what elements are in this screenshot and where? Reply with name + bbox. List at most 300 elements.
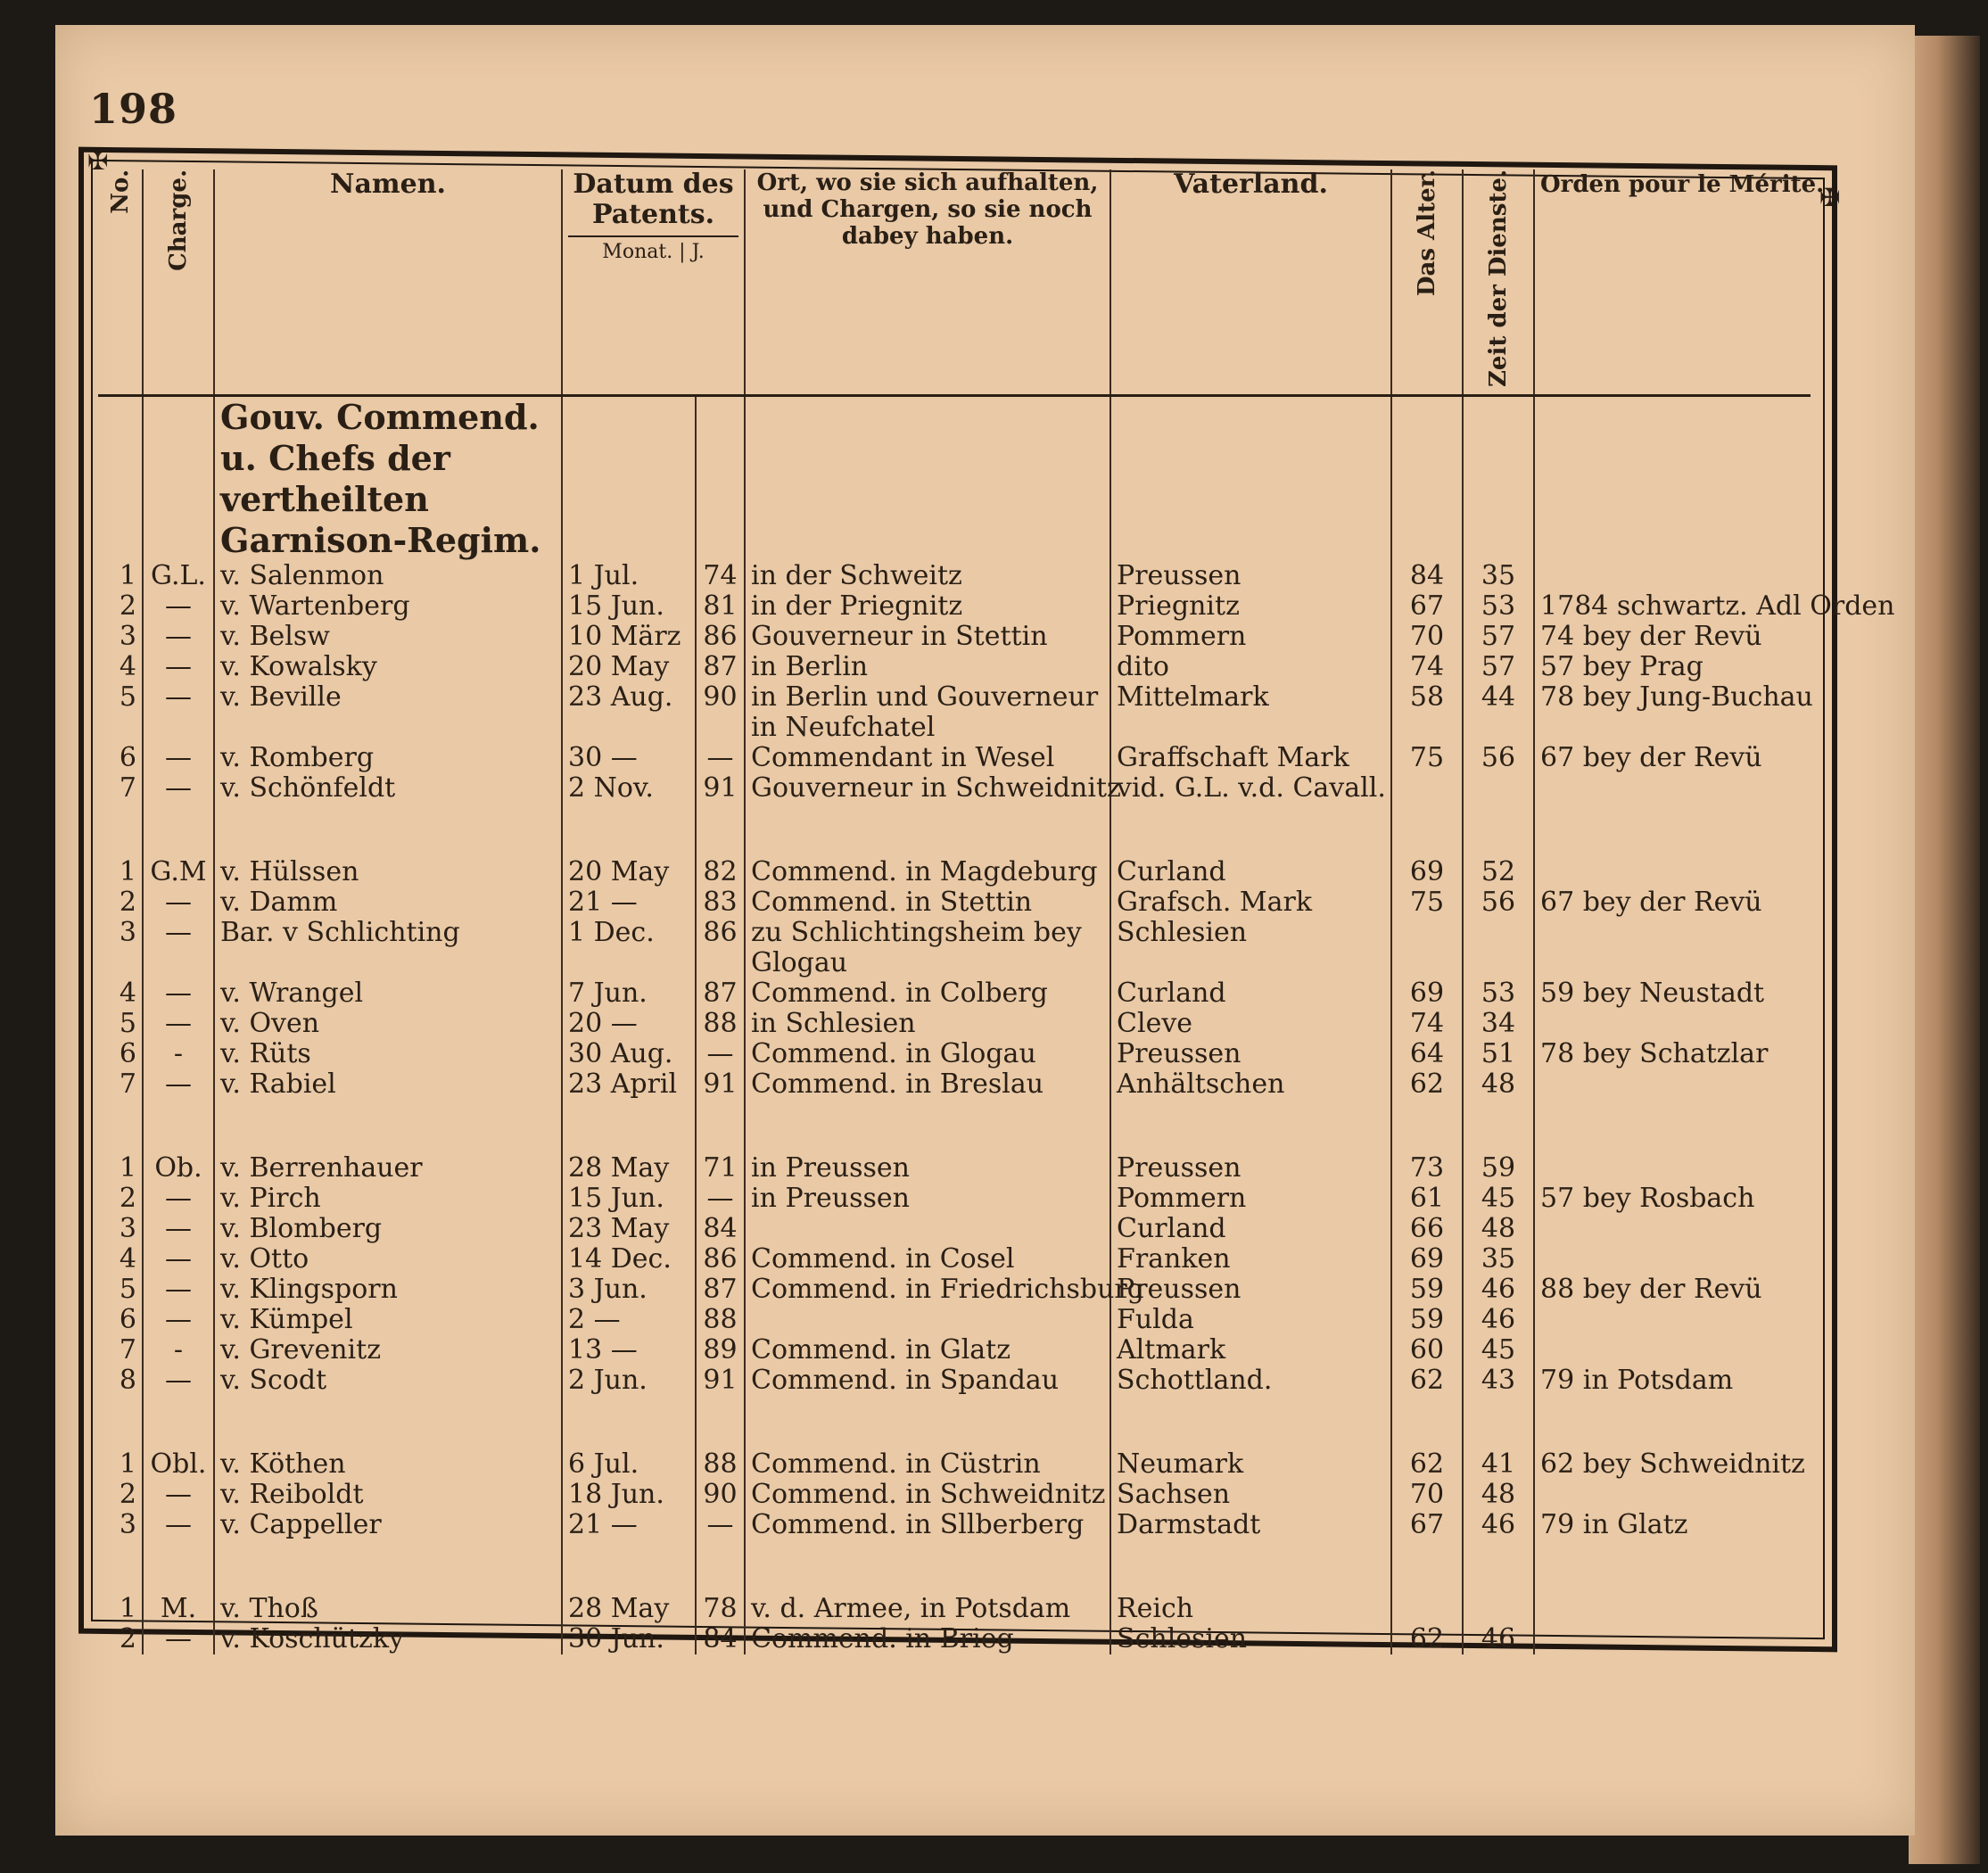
- cell-jahr: 91: [696, 1069, 745, 1100]
- cell-jahr: 86: [696, 1244, 745, 1275]
- cell-name: v. Thoß: [214, 1594, 562, 1624]
- cell-jahr: 87: [696, 978, 745, 1009]
- cell-ort: v. d. Armee, in Potsdam: [745, 1594, 1110, 1624]
- cell-alter: 60: [1391, 1335, 1463, 1366]
- cell-charge: [143, 948, 214, 978]
- cell-no: 3: [119, 621, 136, 653]
- cell-dienste: [1463, 1594, 1534, 1624]
- cell-vaterland: Sachsen: [1110, 1480, 1391, 1510]
- cell-dienste: 41: [1463, 1449, 1534, 1480]
- cell-ort: Commend. in Glatz: [745, 1335, 1110, 1366]
- cell-alter: 62: [1391, 1449, 1463, 1480]
- header-vaterland: Vaterland.: [1110, 169, 1391, 396]
- cell-no: 6: [119, 1038, 136, 1070]
- cell-alter: 62: [1391, 1624, 1463, 1654]
- cell-monat: 28 May: [562, 1594, 696, 1624]
- cell-name: v. Kümpel: [214, 1305, 562, 1335]
- header-ort: Ort, wo sie sich aufhalten, und Chargen, so sie noch dabey haben.: [745, 169, 1110, 396]
- cell-jahr: 74: [696, 561, 745, 591]
- table-row: [98, 918, 1811, 948]
- cell-monat: 7 Jun.: [562, 978, 696, 1009]
- cell-alter: 59: [1391, 1275, 1463, 1305]
- cell-name: v. Blomberg: [214, 1214, 562, 1244]
- cell-vaterland: Graffschaft Mark: [1110, 743, 1391, 773]
- cell-monat: 13 —: [562, 1335, 696, 1366]
- cell-alter: 64: [1391, 1039, 1463, 1069]
- cell-ort: Commend. in Stettin: [745, 887, 1110, 918]
- cell-no: 7: [119, 1069, 136, 1101]
- cell-no: 5: [119, 1008, 136, 1040]
- group-spacer: [98, 1100, 1811, 1153]
- adjacent-page-edge: [1909, 36, 1980, 1864]
- table-row: [98, 591, 1811, 622]
- cell-orden: [1534, 773, 1811, 804]
- header-datum-label: Datum des Patents.: [573, 169, 734, 230]
- cell-vaterland: Darmstadt: [1110, 1510, 1391, 1540]
- header-monat: Monat.: [602, 241, 673, 263]
- cell-dienste: 45: [1463, 1335, 1534, 1366]
- cell-no: [98, 713, 143, 743]
- table-row: [98, 1449, 1811, 1480]
- cell-ort: Commend. in Schweidnitz: [745, 1480, 1110, 1510]
- cell-orden: 79 in Glatz: [1534, 1510, 1811, 1540]
- cell-alter: 58: [1391, 682, 1463, 713]
- cell-alter: 74: [1391, 652, 1463, 682]
- header-namen: Namen.: [214, 169, 562, 396]
- cell-jahr: 88: [696, 1449, 745, 1480]
- cell-ort: zu Schlichtingsheim bey: [745, 918, 1110, 948]
- cell-alter: 62: [1391, 1366, 1463, 1396]
- cell-name: v. Otto: [214, 1244, 562, 1275]
- cell-orden: 1784 schwartz. Adl Orden: [1534, 591, 1811, 622]
- cell-no: 6: [119, 742, 136, 774]
- cell-no: 1: [119, 1152, 136, 1184]
- cell-dienste: 48: [1463, 1480, 1534, 1510]
- cell-orden: [1534, 1153, 1811, 1184]
- cell-ort: Commend. in Magdeburg: [745, 857, 1110, 887]
- cell-charge: —: [143, 1366, 214, 1396]
- cell-dienste: 45: [1463, 1184, 1534, 1214]
- cell-ort: in Berlin und Gouverneur: [745, 682, 1110, 713]
- cell-ort: Commend. in Sllberberg: [745, 1510, 1110, 1540]
- cell-ort: in Schlesien: [745, 1009, 1110, 1039]
- cell-jahr: 91: [696, 1366, 745, 1396]
- cell-vaterland: Preussen: [1110, 1275, 1391, 1305]
- cell-dienste: 53: [1463, 978, 1534, 1009]
- table-row: [98, 1153, 1811, 1184]
- cell-jahr: [696, 948, 745, 978]
- cell-charge: -: [143, 1039, 214, 1069]
- cell-alter: 75: [1391, 887, 1463, 918]
- cell-orden: 67 bey der Revü: [1534, 887, 1811, 918]
- cell-jahr: 84: [696, 1214, 745, 1244]
- cell-ort: in Preussen: [745, 1184, 1110, 1214]
- cell-charge: —: [143, 1244, 214, 1275]
- cell-charge: —: [143, 652, 214, 682]
- cell-vaterland: Pommern: [1110, 622, 1391, 652]
- cell-jahr: [696, 713, 745, 743]
- cell-jahr: 87: [696, 652, 745, 682]
- cell-dienste: 57: [1463, 622, 1534, 652]
- cell-vaterland: Curland: [1110, 1214, 1391, 1244]
- section-title: Gouv. Commend. u. Chefs der vertheilten Garnison-Regim.: [214, 396, 562, 562]
- cell-charge: —: [143, 918, 214, 948]
- table-row: [98, 682, 1811, 713]
- cell-monat: 30 Aug.: [562, 1039, 696, 1069]
- cell-no: 2: [119, 1479, 136, 1511]
- cell-orden: [1534, 918, 1811, 948]
- cell-vaterland: Reich: [1110, 1594, 1391, 1624]
- cell-ort: in der Schweitz: [745, 561, 1110, 591]
- group-spacer: [98, 804, 1811, 857]
- cell-charge: —: [143, 622, 214, 652]
- cell-no: 4: [119, 651, 136, 683]
- cell-vaterland: Franken: [1110, 1244, 1391, 1275]
- cell-monat: 3 Jun.: [562, 1275, 696, 1305]
- cell-monat: 18 Jun.: [562, 1480, 696, 1510]
- cell-charge: G.M: [143, 857, 214, 887]
- table-row: [98, 948, 1811, 978]
- cell-no: 7: [119, 1334, 136, 1366]
- cell-no: 3: [119, 1213, 136, 1245]
- table-row: [98, 1184, 1811, 1214]
- cell-vaterland: Schottland.: [1110, 1366, 1391, 1396]
- cell-orden: [1534, 857, 1811, 887]
- cell-ort: Commend. in Colberg: [745, 978, 1110, 1009]
- cell-monat: 1 Dec.: [562, 918, 696, 948]
- cell-vaterland: [1110, 948, 1391, 978]
- cell-name: v. Beville: [214, 682, 562, 713]
- cell-no: 8: [119, 1365, 136, 1397]
- cell-name: v. Romberg: [214, 743, 562, 773]
- cell-orden: 67 bey der Revü: [1534, 743, 1811, 773]
- cell-jahr: —: [696, 1184, 745, 1214]
- cell-vaterland: Priegnitz: [1110, 591, 1391, 622]
- cell-monat: 23 Aug.: [562, 682, 696, 713]
- cell-monat: 15 Jun.: [562, 1184, 696, 1214]
- cell-dienste: 44: [1463, 682, 1534, 713]
- cell-jahr: —: [696, 743, 745, 773]
- cell-orden: 78 bey Jung-Buchau: [1534, 682, 1811, 713]
- cell-charge: —: [143, 1009, 214, 1039]
- cell-orden: [1534, 561, 1811, 591]
- header-dienste: Zeit der Dienste.: [1463, 169, 1534, 396]
- cell-charge: Obl.: [143, 1449, 214, 1480]
- header-datum-sub: Monat. | J.: [568, 235, 738, 268]
- page-number: 198: [89, 85, 178, 133]
- cell-charge: —: [143, 1305, 214, 1335]
- cell-orden: 62 bey Schweidnitz: [1534, 1449, 1811, 1480]
- cell-no: 5: [119, 1274, 136, 1306]
- cell-ort: Commend. in Cüstrin: [745, 1449, 1110, 1480]
- cell-orden: [1534, 1244, 1811, 1275]
- cell-ort: Commend. in Friedrichsburg: [745, 1275, 1110, 1305]
- cell-vaterland: Preussen: [1110, 1039, 1391, 1069]
- header-alter: Das Alter.: [1391, 169, 1463, 396]
- table-row: [98, 1009, 1811, 1039]
- cell-name: v. Cappeller: [214, 1510, 562, 1540]
- cell-name: v. Hülssen: [214, 857, 562, 887]
- cell-no: 3: [119, 917, 136, 949]
- cell-dienste: 46: [1463, 1624, 1534, 1654]
- cell-no: [98, 948, 143, 978]
- cell-no: 4: [119, 1243, 136, 1275]
- section-title-row: [98, 396, 1811, 562]
- table-row: [98, 622, 1811, 652]
- cell-charge: —: [143, 773, 214, 804]
- table-row: [98, 713, 1811, 743]
- cell-charge: —: [143, 978, 214, 1009]
- cell-no: 1: [119, 560, 136, 592]
- cell-dienste: 34: [1463, 1009, 1534, 1039]
- cell-no: 3: [119, 1509, 136, 1541]
- cell-dienste: 48: [1463, 1069, 1534, 1100]
- cell-name: v. Kowalsky: [214, 652, 562, 682]
- cell-name: v. Rüts: [214, 1039, 562, 1069]
- table-row: [98, 1510, 1811, 1540]
- cell-alter: [1391, 1594, 1463, 1624]
- header-row: [98, 169, 1811, 396]
- cell-no: 1: [119, 1593, 136, 1625]
- table-row: [98, 652, 1811, 682]
- cell-ort: [745, 1214, 1110, 1244]
- cell-monat: 21 —: [562, 1510, 696, 1540]
- cell-name: v. Oven: [214, 1009, 562, 1039]
- cell-alter: 62: [1391, 1069, 1463, 1100]
- cell-jahr: 71: [696, 1153, 745, 1184]
- cell-monat: 21 —: [562, 887, 696, 918]
- group-spacer: [98, 1396, 1811, 1449]
- cell-jahr: 82: [696, 857, 745, 887]
- cell-monat: 23 May: [562, 1214, 696, 1244]
- header-no: No.: [98, 169, 143, 396]
- cell-dienste: [1463, 713, 1534, 743]
- cell-orden: 79 in Potsdam: [1534, 1366, 1811, 1396]
- cell-no: 2: [119, 887, 136, 919]
- cell-alter: 67: [1391, 591, 1463, 622]
- cell-vaterland: Curland: [1110, 978, 1391, 1009]
- cell-orden: [1534, 1594, 1811, 1624]
- cell-orden: 59 bey Neustadt: [1534, 978, 1811, 1009]
- cell-orden: 57 bey Prag: [1534, 652, 1811, 682]
- cell-ort: Glogau: [745, 948, 1110, 978]
- cell-ort: in der Priegnitz: [745, 591, 1110, 622]
- cell-name: [214, 713, 562, 743]
- cell-vaterland: Schlesien: [1110, 918, 1391, 948]
- cell-monat: 23 April: [562, 1069, 696, 1100]
- cell-dienste: 56: [1463, 743, 1534, 773]
- cell-jahr: 83: [696, 887, 745, 918]
- table-row: [98, 1624, 1811, 1654]
- cell-vaterland: vid. G.L. v.d. Cavall.: [1110, 773, 1391, 804]
- cell-vaterland: Neumark: [1110, 1449, 1391, 1480]
- cell-alter: 69: [1391, 857, 1463, 887]
- roster-body: [98, 396, 1895, 1655]
- cell-orden: 74 bey der Revü: [1534, 622, 1811, 652]
- table-row: [98, 1335, 1811, 1366]
- cell-charge: -: [143, 1335, 214, 1366]
- cell-orden: [1534, 1480, 1811, 1510]
- cell-jahr: 86: [696, 918, 745, 948]
- cell-vaterland: Cleve: [1110, 1009, 1391, 1039]
- ornament-icon: ✠: [1819, 183, 1841, 212]
- cell-orden: [1534, 1305, 1811, 1335]
- cell-vaterland: Mittelmark: [1110, 682, 1391, 713]
- table-row: [98, 1244, 1811, 1275]
- cell-dienste: 43: [1463, 1366, 1534, 1396]
- cell-alter: 73: [1391, 1153, 1463, 1184]
- cell-monat: 15 Jun.: [562, 591, 696, 622]
- cell-name: Bar. v Schlichting: [214, 918, 562, 948]
- table-row: [98, 1366, 1811, 1396]
- table-row: [98, 561, 1811, 591]
- cell-orden: [1534, 1009, 1811, 1039]
- cell-charge: —: [143, 1480, 214, 1510]
- cell-name: v. Schönfeldt: [214, 773, 562, 804]
- cell-jahr: 88: [696, 1009, 745, 1039]
- cell-name: v. Wartenberg: [214, 591, 562, 622]
- table-row: [98, 1305, 1811, 1335]
- cell-vaterland: Preussen: [1110, 1153, 1391, 1184]
- cell-name: v. Klingsporn: [214, 1275, 562, 1305]
- cell-no: 1: [119, 1448, 136, 1481]
- cell-no: 4: [119, 978, 136, 1010]
- cell-dienste: [1463, 773, 1534, 804]
- cell-monat: 2 —: [562, 1305, 696, 1335]
- cell-charge: M.: [143, 1594, 214, 1624]
- table-row: [98, 857, 1811, 887]
- cell-alter: 69: [1391, 978, 1463, 1009]
- cell-name: v. Koschützky: [214, 1624, 562, 1654]
- cell-vaterland: Anhältschen: [1110, 1069, 1391, 1100]
- table-row: [98, 1214, 1811, 1244]
- cell-monat: 2 Nov.: [562, 773, 696, 804]
- cell-name: v. Damm: [214, 887, 562, 918]
- cell-monat: 2 Jun.: [562, 1366, 696, 1396]
- cell-ort: Commend. in Spandau: [745, 1366, 1110, 1396]
- cell-jahr: 78: [696, 1594, 745, 1624]
- cell-charge: —: [143, 1510, 214, 1540]
- cell-monat: 20 —: [562, 1009, 696, 1039]
- header-charge: Charge.: [143, 169, 214, 396]
- cell-monat: 30 Jun.: [562, 1624, 696, 1654]
- table-row: [98, 1480, 1811, 1510]
- cell-alter: 67: [1391, 1510, 1463, 1540]
- cell-orden: [1534, 948, 1811, 978]
- cell-alter: 75: [1391, 743, 1463, 773]
- header-orden: Orden pour le Mérite.: [1534, 169, 1811, 396]
- cell-no: 6: [119, 1304, 136, 1336]
- cell-name: v. Wrangel: [214, 978, 562, 1009]
- cell-name: [214, 948, 562, 978]
- cell-charge: —: [143, 743, 214, 773]
- cell-monat: 30 —: [562, 743, 696, 773]
- cell-vaterland: Grafsch. Mark: [1110, 887, 1391, 918]
- cell-monat: [562, 948, 696, 978]
- cell-monat: 6 Jul.: [562, 1449, 696, 1480]
- cell-charge: —: [143, 591, 214, 622]
- cell-orden: 88 bey der Revü: [1534, 1275, 1811, 1305]
- cell-alter: 66: [1391, 1214, 1463, 1244]
- cell-vaterland: Curland: [1110, 857, 1391, 887]
- cell-alter: [1391, 918, 1463, 948]
- cell-orden: [1534, 1624, 1811, 1654]
- group-spacer: [98, 1540, 1811, 1594]
- cell-charge: —: [143, 1214, 214, 1244]
- cell-ort: Gouverneur in Schweidnitz: [745, 773, 1110, 804]
- cell-alter: 61: [1391, 1184, 1463, 1214]
- cell-dienste: 53: [1463, 591, 1534, 622]
- cell-name: v. Rabiel: [214, 1069, 562, 1100]
- cell-orden: [1534, 1069, 1811, 1100]
- cell-jahr: 90: [696, 682, 745, 713]
- cell-jahr: 90: [696, 1480, 745, 1510]
- table-row: [98, 743, 1811, 773]
- cell-name: v. Reiboldt: [214, 1480, 562, 1510]
- cell-vaterland: [1110, 713, 1391, 743]
- cell-alter: 70: [1391, 1480, 1463, 1510]
- cell-ort: in Neufchatel: [745, 713, 1110, 743]
- cell-name: v. Berrenhauer: [214, 1153, 562, 1184]
- cell-jahr: 81: [696, 591, 745, 622]
- cell-jahr: 87: [696, 1275, 745, 1305]
- table-row: [98, 978, 1811, 1009]
- table-row: [98, 1069, 1811, 1100]
- cell-alter: [1391, 773, 1463, 804]
- table-row: [98, 887, 1811, 918]
- cell-vaterland: Preussen: [1110, 561, 1391, 591]
- cell-monat: [562, 713, 696, 743]
- table-row: [98, 1275, 1811, 1305]
- cell-charge: —: [143, 887, 214, 918]
- cell-orden: [1534, 713, 1811, 743]
- cell-monat: 10 März: [562, 622, 696, 652]
- cell-name: v. Belsw: [214, 622, 562, 652]
- cell-charge: —: [143, 1069, 214, 1100]
- cell-orden: [1534, 1214, 1811, 1244]
- cell-charge: —: [143, 1624, 214, 1654]
- header-jahr: J.: [691, 241, 705, 263]
- cell-no: 2: [119, 590, 136, 623]
- cell-alter: 84: [1391, 561, 1463, 591]
- cell-jahr: 89: [696, 1335, 745, 1366]
- cell-ort: Commend. in Glogau: [745, 1039, 1110, 1069]
- cell-vaterland: Fulda: [1110, 1305, 1391, 1335]
- cell-charge: [143, 713, 214, 743]
- cell-monat: 20 May: [562, 652, 696, 682]
- cell-dienste: [1463, 948, 1534, 978]
- cell-ort: Commendant in Wesel: [745, 743, 1110, 773]
- cell-name: v. Salenmon: [214, 561, 562, 591]
- cell-dienste: 52: [1463, 857, 1534, 887]
- cell-ort: Gouverneur in Stettin: [745, 622, 1110, 652]
- cell-no: 2: [119, 1183, 136, 1215]
- cell-ort: in Berlin: [745, 652, 1110, 682]
- table-row: [98, 1594, 1811, 1624]
- cell-vaterland: Altmark: [1110, 1335, 1391, 1366]
- cell-dienste: 46: [1463, 1510, 1534, 1540]
- cell-charge: Ob.: [143, 1153, 214, 1184]
- ornament-icon: ✠: [87, 146, 109, 176]
- cell-dienste: 48: [1463, 1214, 1534, 1244]
- cell-monat: 28 May: [562, 1153, 696, 1184]
- cell-name: v. Grevenitz: [214, 1335, 562, 1366]
- cell-no: 5: [119, 681, 136, 714]
- cell-monat: 20 May: [562, 857, 696, 887]
- cell-no: 7: [119, 772, 136, 804]
- cell-dienste: 59: [1463, 1153, 1534, 1184]
- table-row: [98, 1039, 1811, 1069]
